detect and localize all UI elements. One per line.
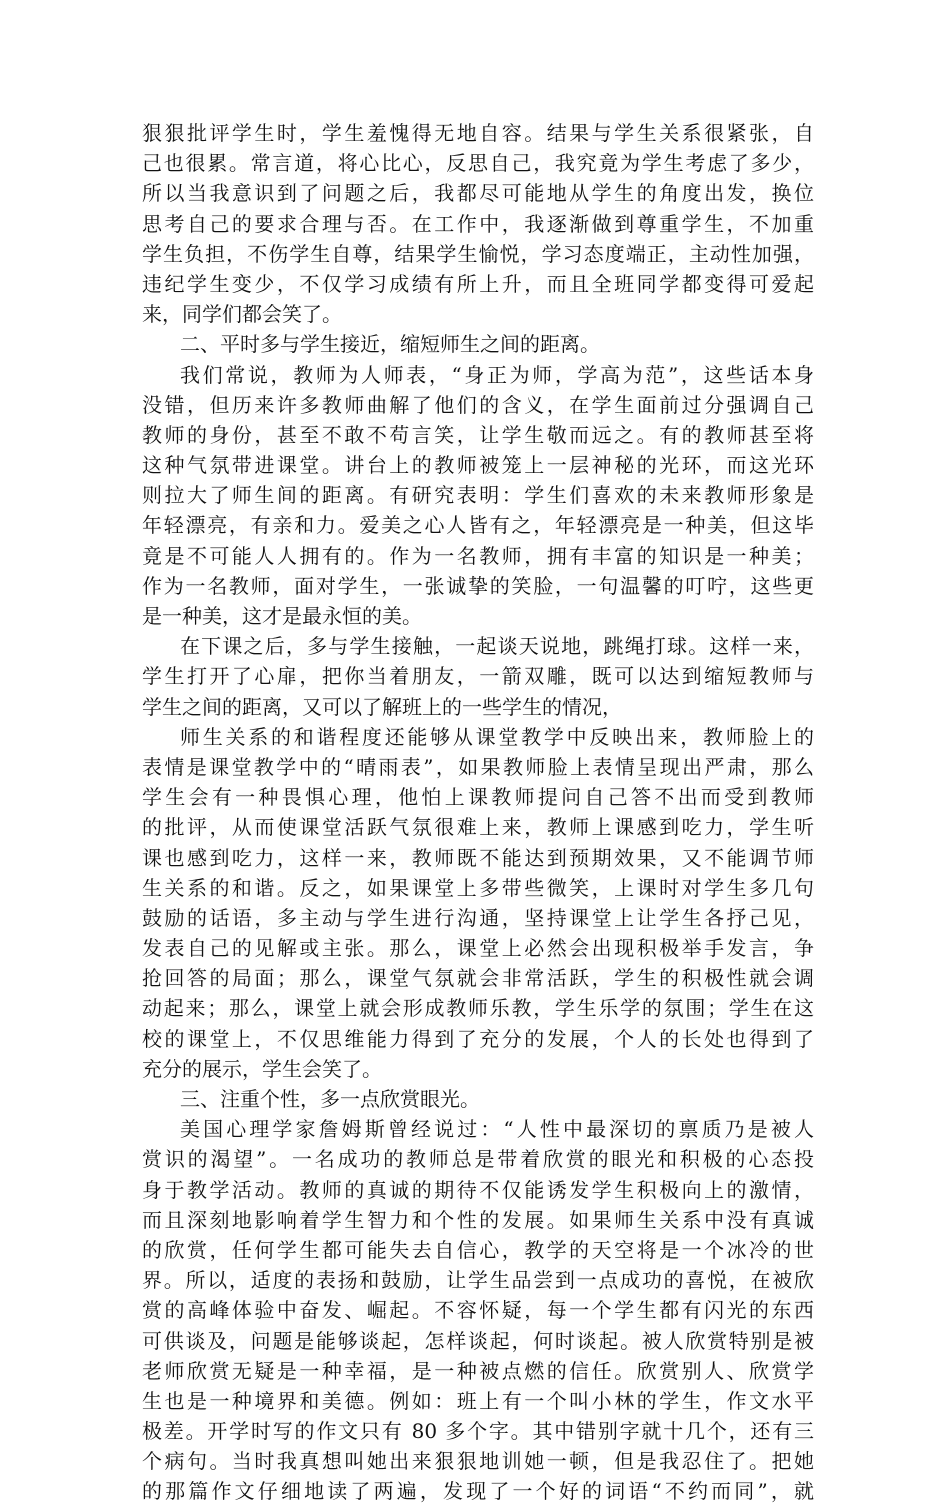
text-line: 己也很累。常言道，将心比心，反思自己，我究竟为学生考虑了多少，	[142, 151, 814, 176]
text-line: 极差。开学时写的作文只有 80 多个字。其中错别字就十几个，还有三	[142, 1419, 814, 1444]
text-line: 生关系的和谐。反之，如果课堂上多带些微笑，上课时对学生多几句	[142, 875, 814, 900]
text-line: 是一种美，这才是最永恒的美。	[142, 604, 422, 628]
text-line: 学生会有一种畏惧心理，他怕上课教师提问自己答不出而受到教师	[142, 785, 814, 810]
text-line: 鼓励的话语，多主动与学生进行沟通，坚持课堂上让学生各抒己见，	[142, 905, 814, 930]
text-line: 这种气氛带进课堂。讲台上的教师被笼上一层神秘的光环，而这光环	[142, 453, 814, 478]
text-line: 充分的展示，学生会笑了。	[142, 1056, 382, 1081]
body-text	[142, 118, 814, 1507]
text-line: 的那篇作文仔细地读了两遍，发现了一个好的词语“不约而同”，就	[142, 1479, 814, 1504]
text-line: 在下课之后，多与学生接触，一起谈天说地，跳绳打球。这样一来，	[180, 634, 814, 659]
text-line: 身于教学活动。教师的真诚的期待不仅能诱发学生积极向上的激情，	[142, 1177, 814, 1202]
text-line: 来，同学们都会笑了。	[142, 302, 342, 327]
text-line: 发表自己的见解或主张。那么，课堂上必然会出现积极举手发言，争	[142, 936, 814, 961]
text-line: 则拉大了师生间的距离。有研究表明：学生们喜欢的未来教师形象是	[142, 483, 814, 508]
text-line: 而且深刻地影响着学生智力和个性的发展。如果师生关系中没有真诚	[142, 1207, 814, 1232]
text-line: 个病句。当时我真想叫她出来狠狠地训她一顿，但是我忍住了。把她	[142, 1449, 814, 1474]
section-heading: 二、平时多与学生接近，缩短师生之间的距离。	[180, 332, 600, 357]
text-line: 生也是一种境界和美德。例如：班上有一个叫小林的学生，作文水平	[142, 1388, 814, 1413]
text-line: 所以当我意识到了问题之后，我都尽可能地从学生的角度出发，换位	[142, 181, 814, 206]
text-line: 界。所以，适度的表扬和鼓励，让学生品尝到一点成功的喜悦，在被欣	[142, 1268, 814, 1293]
text-line: 的批评，从而使课堂活跃气氛很难上来，教师上课感到吃力，学生听	[142, 815, 814, 840]
text-line: 可供谈及，问题是能够谈起，怎样谈起，何时谈起。被人欣赏特别是被	[142, 1328, 814, 1353]
text-line: 违纪学生变少，不仅学习成绩有所上升，而且全班同学都变得可爱起	[142, 271, 814, 296]
text-line: 表情是课堂教学中的“晴雨表”，如果教师脸上表情呈现出严肃，那么	[142, 754, 814, 779]
text-line: 学生负担，不伤学生自尊，结果学生愉悦，学习态度端正，主动性加强，	[142, 241, 814, 266]
text-line: 学生打开了心扉，把你当着朋友，一箭双雕，既可以达到缩短教师与	[142, 664, 814, 689]
text-line: 赏识的渴望”。一名成功的教师总是带着欣赏的眼光和积极的心态投	[142, 1147, 814, 1172]
text-line: 课也感到吃力，这样一来，教师既不能达到预期效果，又不能调节师	[142, 845, 814, 870]
section-heading: 三、注重个性，多一点欣赏眼光。	[180, 1087, 480, 1111]
text-line: 作为一名教师，面对学生，一张诚挚的笑脸，一句温馨的叮咛，这些更	[142, 573, 814, 598]
text-line: 美国心理学家詹姆斯曾经说过：“人性中最深切的禀质乃是被人	[180, 1117, 814, 1142]
text-line: 师生关系的和谐程度还能够从课堂教学中反映出来，教师脸上的	[180, 724, 814, 749]
text-line: 竟是不可能人人拥有的。作为一名教师，拥有丰富的知识是一种美；	[142, 543, 814, 568]
text-line: 抢回答的局面；那么，课堂气氛就会非常活跃，学生的积极性就会调	[142, 966, 814, 991]
text-line: 学生之间的距离，又可以了解班上的一些学生的情况，	[142, 694, 622, 719]
text-line: 老师欣赏无疑是一种幸福，是一种被点燃的信任。欣赏别人、欣赏学	[142, 1358, 814, 1383]
text-line: 动起来；那么，课堂上就会形成教师乐教，学生乐学的氛围；学生在这	[142, 996, 814, 1021]
text-line: 思考自己的要求合理与否。在工作中，我逐渐做到尊重学生，不加重	[142, 211, 814, 236]
text-line: 的欣赏，任何学生都可能失去自信心，教学的天空将是一个冰冷的世	[142, 1237, 814, 1262]
text-line: 年轻漂亮，有亲和力。爱美之心人皆有之，年轻漂亮是一种美，但这毕	[142, 513, 814, 538]
text-line: 没错，但历来许多教师曲解了他们的含义，在学生面前过分强调自己	[142, 392, 814, 417]
text-line: 校的课堂上，不仅思维能力得到了充分的发展，个人的长处也得到了	[142, 1026, 814, 1051]
text-line: 教师的身份，甚至不敢不苟言笑，让学生敬而远之。有的教师甚至将	[142, 422, 814, 447]
text-line: 赏的高峰体验中奋发、崛起。不容怀疑，每一个学生都有闪光的东西	[142, 1298, 814, 1323]
text-line: 我们常说，教师为人师表，“身正为师，学高为范”，这些话本身	[180, 362, 814, 387]
text-line: 狠狠批评学生时，学生羞愧得无地自容。结果与学生关系很紧张，自	[142, 121, 814, 145]
